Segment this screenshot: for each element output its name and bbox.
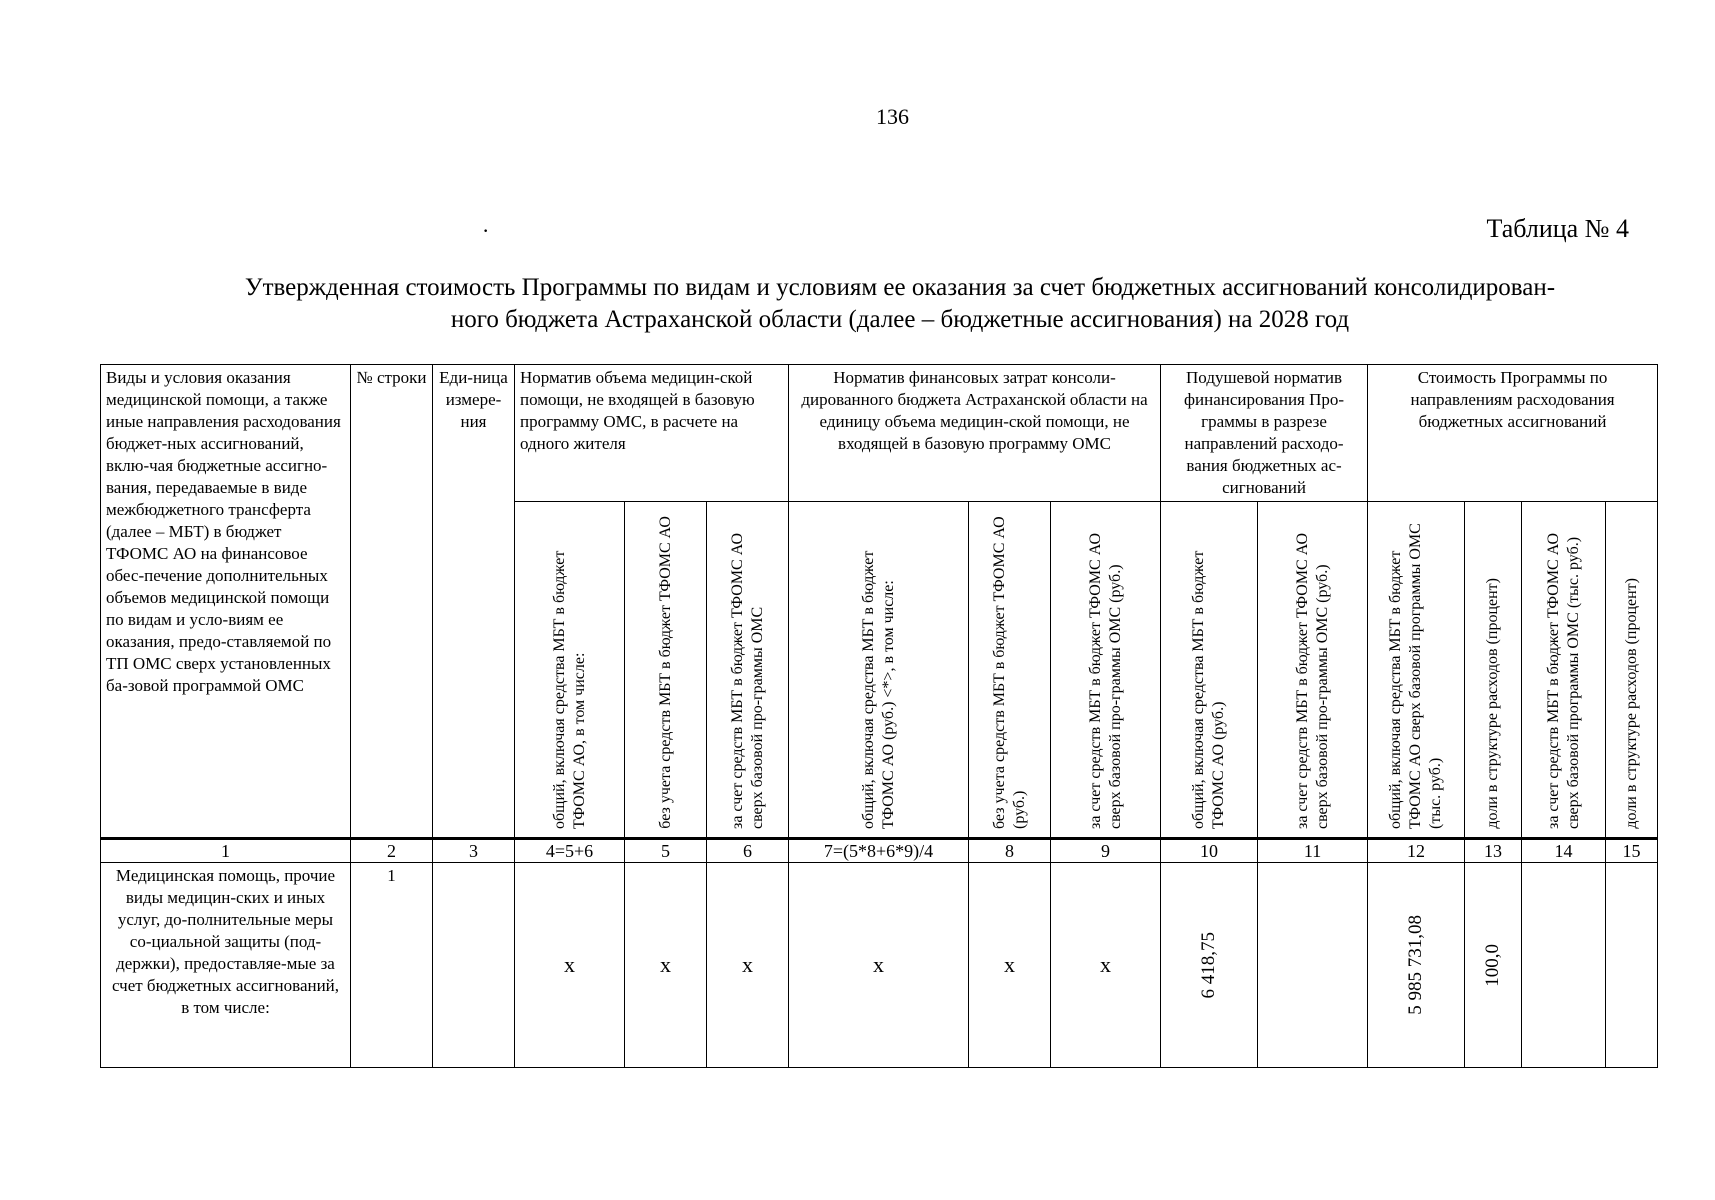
subheader-9: за счет средств МБТ в бюджет ТФОМС АО сверх базовой про-граммы ОМС (руб.): [1051, 502, 1161, 839]
cell-c6: х: [707, 863, 789, 1068]
header-col-2: № строки: [351, 365, 433, 839]
header-col-1: Виды и условия оказания медицинской помощи, а также иные направления расходования бюджет-ных ассигнований, вклю-чая бюджетные ассигно-вания, передаваемые в виде межбюджетного трансферта (далее – МБТ) в бюджет ТФОМС АО на финансовое обес-печение дополнительных объемов медицинской помощи по видам и усло-виям ее оказания, предо-ставляемой по ТП ОМС сверх установленных ба-зовой программой ОМС: [101, 365, 351, 839]
header-group-program-cost: Стоимость Программы по направлениям расходования бюджетных ассигнований: [1368, 365, 1658, 502]
cell-c11: [1258, 863, 1368, 1068]
subheader-14: за счет средств МБТ в бюджет ТФОМС АО сверх базовой программы ОМС (тыс. руб.): [1522, 502, 1606, 839]
col-number: 4=5+6: [515, 839, 625, 863]
col-number: 1: [101, 839, 351, 863]
subheader-11: за счет средств МБТ в бюджет ТФОМС АО сверх базовой про-граммы ОМС (руб.): [1258, 502, 1368, 839]
cell-c10: [1161, 863, 1258, 1068]
subheader-4: общий, включая средства МБТ в бюджет ТФОМС АО, в том числе:: [515, 502, 625, 839]
cell-c15: [1606, 863, 1658, 1068]
cell-c5: х: [625, 863, 707, 1068]
cell-c8: х: [969, 863, 1051, 1068]
cost-table: [100, 364, 1658, 1068]
header-group-costs: Норматив финансовых затрат консоли-дированного бюджета Астраханской области на единицу объема медицин-ской помощи, не входящей в базовую программу ОМС: [789, 365, 1161, 502]
cell-c12: [1368, 863, 1465, 1068]
header-col-3: Еди-ница измере-ния: [433, 365, 515, 839]
cell-c7: х: [789, 863, 969, 1068]
subheader-5: без учета средств МБТ в бюджет ТФОМС АО: [625, 502, 707, 839]
subheader-10: общий, включая средства МБТ в бюджет ТФОМС АО (руб.): [1161, 502, 1258, 839]
col-number: 11: [1258, 839, 1368, 863]
cell-c14: [1522, 863, 1606, 1068]
col-number: 9: [1051, 839, 1161, 863]
subheader-6: за счет средств МБТ в бюджет ТФОМС АО сверх базовой про-граммы ОМС: [707, 502, 789, 839]
subheader-7: общий, включая средства МБТ в бюджет ТФОМС АО (руб.) <*>, в том числе:: [789, 502, 969, 839]
header-group-per-capita: Подушевой норматив финансирования Про-граммы в разрезе направлений расходо-вания бюджетных ас-сигнований: [1161, 365, 1368, 502]
value-c12: 5 985 731,08: [1405, 915, 1427, 1015]
row-name: Медицинская помощь, прочие виды медицин-ских и иных услуг, до-полнительные меры со-циальной защиты (под-держки), предоставляе-мые за счет бюджетных ассигнований, в том числе:: [101, 863, 351, 1068]
column-number-row: [101, 839, 1658, 863]
table-label: Таблица № 4: [1486, 214, 1629, 243]
subheader-13: доли в структуре расходов (процент): [1465, 502, 1522, 839]
stray-dot: ·: [482, 218, 490, 243]
col-number: 2: [351, 839, 433, 863]
cell-c4: х: [515, 863, 625, 1068]
value-c10: 6 418,75: [1198, 931, 1220, 999]
table-row: [101, 863, 1658, 1068]
page-number: 136: [876, 104, 909, 129]
cell-c13: [1465, 863, 1522, 1068]
col-number: 3: [433, 839, 515, 863]
col-number: 15: [1606, 839, 1658, 863]
document-title: [150, 272, 1650, 336]
row-unit: [433, 863, 515, 1068]
col-number: 7=(5*8+6*9)/4: [789, 839, 969, 863]
subheader-12: общий, включая средства МБТ в бюджет ТФОМС АО сверх базовой программы ОМС (тыс. руб.): [1368, 502, 1465, 839]
col-number: 6: [707, 839, 789, 863]
col-number: 10: [1161, 839, 1258, 863]
title-line-1: Утвержденная стоимость Программы по видам и условиям ее оказания за счет бюджетных ассигнований консолидирован-: [244, 274, 1556, 301]
title-line-2: ного бюджета Астраханской области (далее – бюджетные ассигнования) на 2028 год: [450, 306, 1350, 333]
subheader-8: без учета средств МБТ в бюджет ТФОМС АО (руб.): [969, 502, 1051, 839]
col-number: 13: [1465, 839, 1522, 863]
col-number: 14: [1522, 839, 1606, 863]
value-c13: 100,0: [1482, 943, 1504, 987]
row-number: 1: [351, 863, 433, 1068]
col-number: 8: [969, 839, 1051, 863]
header-row-1: [101, 365, 1658, 502]
subheader-15: доли в структуре расходов (процент): [1606, 502, 1658, 839]
col-number: 5: [625, 839, 707, 863]
col-number: 12: [1368, 839, 1465, 863]
header-group-volume: Норматив объема медицин-ской помощи, не входящей в базовую программу ОМС, в расчете на одного жителя: [515, 365, 789, 502]
cell-c9: х: [1051, 863, 1161, 1068]
